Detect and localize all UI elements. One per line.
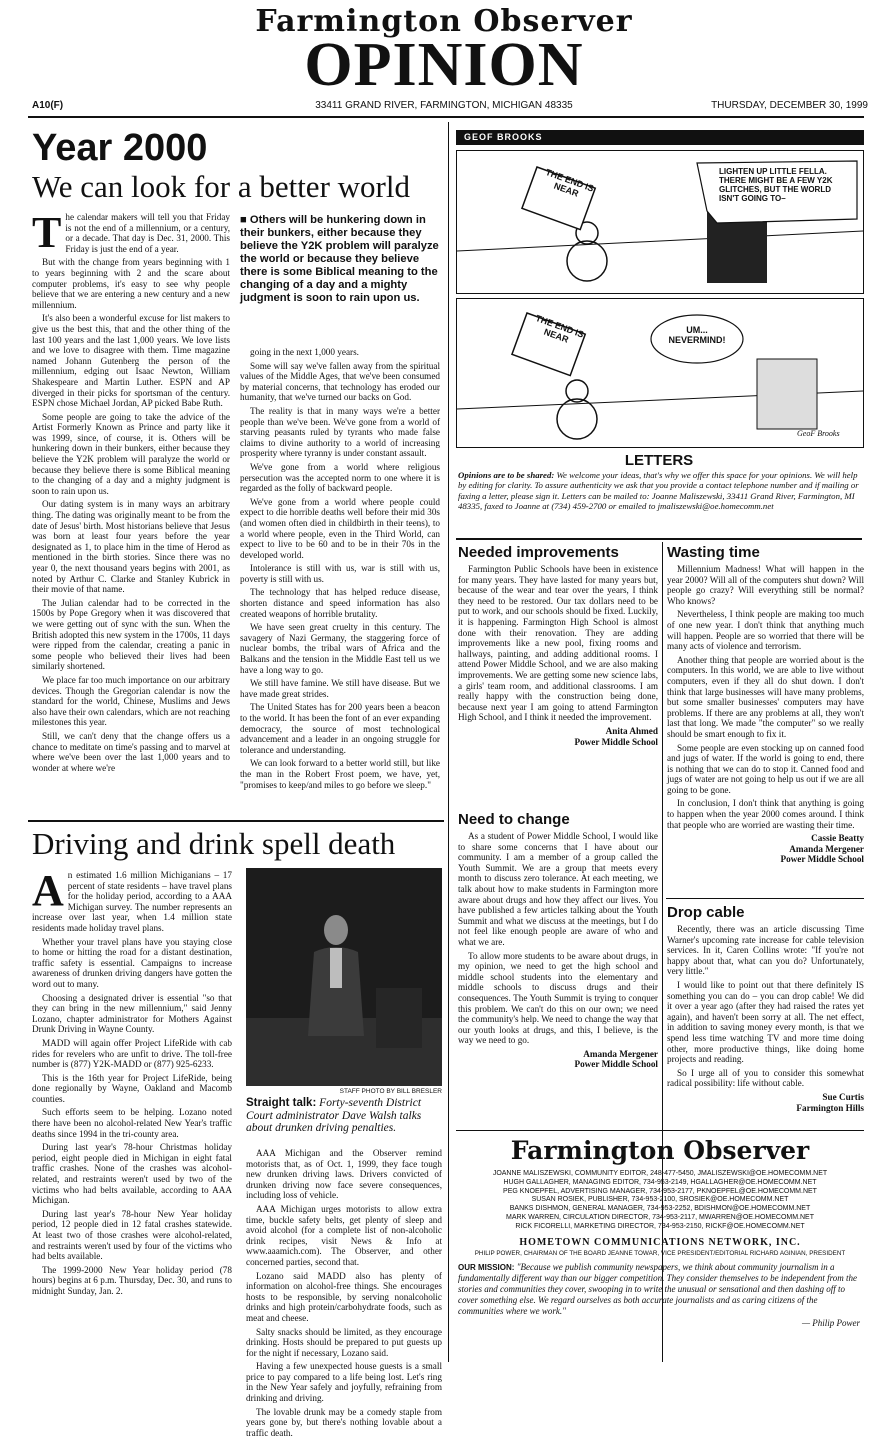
- paragraph: During last year's 78-hour New Year holiday period, 12 people died in 12 fatal crashes statewide. At least two of those crashes were alcohol-related, and restraints weren't used by four of the victims who had belts available.: [32, 1208, 232, 1262]
- letter-drop-body: [667, 924, 864, 1113]
- masthead-nameplate: Farmington Observer: [255, 4, 633, 39]
- pull-quote-bullet: ■: [240, 214, 250, 226]
- paragraph: We've gone from a world where religious persecution was the accepted norm to one where it is regarded as the folly of backward people.: [240, 461, 440, 494]
- address: 33411 GRAND RIVER, FARMINGTON, MICHIGAN 48335: [315, 100, 573, 111]
- paragraph: Intolerance is still with us, war is still with us, poverty is still with us.: [240, 563, 440, 584]
- paragraph: Some people are going to take the advice of the Artist Formerly Known as Prince and party like it was 1999, since, of course, it is. Others will be hunkering down in their bunkers, either because they believe the Y2K problem will paralyze the world or because they believe there is some Biblical meaning to the changing of a day and a mighty judgment is soon to rain upon us.: [32, 411, 230, 496]
- officers: PHILIP POWER, CHAIRMAN OF THE BOARD JEANNE TOWAR, VICE PRESIDENT/EDITORIAL RICHARD AGINIAN, PRESIDENT: [474, 1250, 846, 1257]
- paragraph: The 1999-2000 New Year holiday period (78 hours) begins at 6 p.m. Thursday, Dec. 30, and runs to midnight Sunday, Jan. 2.: [32, 1264, 232, 1296]
- paragraph: We've gone from a world where people could expect to die horrible deaths well before their mid 30s (and women often died in childbirth in their teens), to a world where people, even in the Third World, can expect to live to be 60 and to be in their 70s in the developed world.: [240, 496, 440, 560]
- photo-caption: [246, 1097, 442, 1135]
- mission-text: "Because we publish community newspapers, we think about community journalism in a fundamentally different way than our bigger competition. They consider themselves to be independent from the stories and communities they cover, swooping in to write the unusual or sensational and then dashing off to cover something else. We regard ourselves as both accurate journalists and as caring citizens of the communities where we work.": [458, 1262, 858, 1316]
- paragraph: So I urge all of you to consider this somewhat radical possibility: life without cable.: [667, 1067, 864, 1089]
- paragraph: Our dating system is in many ways an arbitrary thing. The dating was originally meant to be from the date of Jesus' birth. Most historians believe that Jesus was born at least four years before the year designated as 1, to place him in the time of Herod as mentioned in the birth stories. Since there was no year 0, the next thousand years begins with 2001, as noted by Arthur C. Clarke and Stanley Kubrick in their movie of that name.: [32, 499, 230, 595]
- letter-head-needed: Needed improvements: [458, 544, 619, 561]
- editorial-2-headline: Driving and drink spell death: [32, 826, 396, 861]
- letters-rule-2: [666, 898, 864, 899]
- paragraph: Millennium Madness! What will happen in the year 2000? Will all of the computers shut down? Will people go crazy? Will everything still be normal? Who knows?: [667, 564, 864, 606]
- column-divider: [448, 122, 449, 1362]
- paragraph: Whether your travel plans have you staying close to home or hitting the road for a distant destination, traffic safety is essential. Campaigns to increase awareness of drunken driving dangers have gotten the word out to many.: [32, 936, 232, 989]
- paragraph: going in the next 1,000 years.: [250, 347, 359, 357]
- speech-balloon-2: UM... NEVERMIND!: [668, 325, 726, 345]
- paragraph: Farmington Public Schools have been in existence for many years. They have lasted for many years but, because of the wear and tear over the years, I think they need to be restored. Our tax dollars need to be put to work, and our schools should be fixed. Luckily, it is happening. Farmington High School is almost done with their renovation. They are adding improvements like a new pool, fixing rooms and hallways, painting, and adding additional rooms. I attend Power Middle School, and we are also making improvements. We are getting some new science labs, a girls' team room, and additional classrooms. I am really happy with the construction being done, because next year I am going to attend Farmington High School, and I think it needed the improvement.: [458, 564, 658, 723]
- editorial-col-1: [32, 208, 230, 776]
- paragraph: he calendar makers will tell you that Friday is not the end of a millennium, or a century, or a decade. That day is Dec. 31, 2000. This Friday is just the end of a year.: [65, 212, 230, 254]
- letter-signature: Power Middle School: [574, 1059, 658, 1070]
- drop-cap: T: [32, 208, 62, 257]
- sign-text-2: THE END IS NEAR: [534, 312, 586, 345]
- letter-change-body: [458, 831, 658, 1070]
- editorial-2-col-1: [32, 866, 232, 1300]
- letters-intro-lead: Opinions are to be shared:: [458, 470, 555, 480]
- editorial-2-col-2: [246, 1148, 442, 1441]
- company-name: HOMETOWN COMMUNICATIONS NETWORK, INC.: [519, 1237, 801, 1248]
- paragraph: Choosing a designated driver is essential "so that they can bring in the new millennium," said Jenny Lozano, chapter administrator for Mothers Against Drunk Driving in Wayne County.: [32, 992, 232, 1035]
- paragraph: I would like to point out that there definitely IS something you can do – you can drop cable! We did it over a year ago (after they had raised the rates yet again), and haven't been sorry at all. The net effect, in addition to saving money every month, is that we spend less time watching TV and more time doing other, more productive things, like doing home projects and reading.: [667, 979, 864, 1065]
- paragraph: Salty snacks should be limited, as they encourage drinking. Hosts should be prepared to put guests up for the night if necessary, Lozano said.: [246, 1326, 442, 1358]
- paragraph: This is the 16th year for Project LifeRide, being done regionally by Wayne, Oakland and Macomb counties.: [32, 1072, 232, 1104]
- letter-signature: Amanda Mergener: [789, 843, 864, 854]
- paragraph: Still, we can't deny that the change offers us a chance to meditate on time's passing and to marvel at where we've been over the last 1,000 years and to wonder at where we're: [32, 730, 230, 773]
- paragraph: In conclusion, I don't think that anything is going to happen when the year 2000 comes around. I think that people who are worried are wasting their time.: [667, 798, 864, 830]
- section-title: OPINION: [304, 31, 584, 99]
- mission-signature: — Philip Power: [802, 1318, 860, 1328]
- cartoon-art-2: [457, 299, 863, 447]
- speech-balloon-1: LIGHTEN UP LITTLE FELLA. THERE MIGHT BE A FEW Y2K GLITCHES, BUT THE WORLD ISN'T GOING TO–: [719, 167, 833, 203]
- page-number: A10(F): [32, 100, 64, 111]
- paragraph: Such efforts seem to be helping. Lozano noted there have been no alcohol-related New Year's traffic deaths since 1994 in the tri-county area.: [32, 1107, 232, 1139]
- paragraph: We can look forward to a better world still, but like the man in the Robert Frost poem, we have, yet, "promises to keep/and miles to go before we sleep.": [240, 758, 440, 790]
- paragraph: Recently, there was an article discussing Time Warner's upcoming rate increase for cable television services. In it, Caren Collins wrote: "If you're not happy about that, what can you do? Unfortunately, very little.": [667, 924, 864, 977]
- mission-lead: OUR MISSION:: [458, 1263, 515, 1272]
- letter-signature: Cassie Beatty: [811, 833, 864, 844]
- letters-rule: [456, 538, 862, 540]
- paragraph: Lozano said MADD also has plenty of information on alcohol-free things. She encourages hosts to be responsible, by serving nonalcoholic drinks and high protein/carbohydrate foods, such as meat and cheese.: [246, 1270, 442, 1323]
- caption-text: Forty-seventh District Court administrator Dave Walsh talks about drunken driving penalties.: [246, 1097, 422, 1134]
- staffbox-rule: [456, 1130, 864, 1131]
- photo-credit: STAFF PHOTO BY BILL BRESLER: [339, 1088, 442, 1095]
- drop-cap-2: A: [32, 866, 64, 915]
- editorial-col-2: [240, 347, 440, 793]
- staff-line: HUGH GALLAGHER, MANAGING EDITOR, 734-953-2149, HGALLAGHER@OE.HOMECOMM.NET: [503, 1178, 817, 1186]
- paragraph: During last year's 78-hour Christmas holiday period, eight people died in Michigan in eight fatal traffic crashes. None of the crashes was alcohol-related, and restraints weren't used by two of the victims who had belts available, according to AAA Michigan.: [32, 1142, 232, 1206]
- paragraph: We place far too much importance on our arbitrary devices. Though the Gregorian calendar is now the standard for the world, Chinese, Muslims and Jews also have their own calendars, which are not reaching milestones this year.: [32, 674, 230, 728]
- letter-signature: Power Middle School: [780, 854, 864, 865]
- pull-quote-text: Others will be hunkering down in their bunkers, either because they believe the Y2K problem will paralyze the world or because they believe there is some Biblical meaning to the changing of a day and a mighty judgment is soon to rain upon us.: [240, 214, 439, 304]
- cartoonist-signature: GeoF Brooks: [797, 429, 840, 438]
- photo-dave-walsh: [246, 868, 442, 1086]
- editorial-kicker: Year 2000: [32, 127, 208, 169]
- letter-signature: Sue Curtis: [822, 1091, 864, 1102]
- paragraph: The United States has for 200 years been a beacon to the world. It has been the font of an ever expanding democracy, the source of most technological advancement and a leader in an ongoing struggle for tolerance and understanding.: [240, 702, 440, 755]
- paragraph: It's also been a wonderful excuse for list makers to give us the best this, that and the other thing of the last 100 years and the last 1,000 years. We love lists and we love to disagree with them. Time magazine named Johann Gutenberg the person of the millennium, edging out Isaac Newton, William Shakespeare and Martin Luther. ESPN and AP diverged in their picks for sportsman of the century. ESPN chose Michael Jordan, AP picked Babe Ruth.: [32, 313, 230, 409]
- paragraph: We have seen great cruelty in this century. The savagery of Nazi Germany, the staggering force of nuclear bombs, the tribal wars of Africa and the Balkans and the tension in the Middle East tell us we have a long way to go.: [240, 622, 440, 675]
- staff-list: [456, 1170, 864, 1232]
- cartoon-panel-1: [456, 150, 864, 294]
- letter-wasting-body: [667, 564, 864, 865]
- paragraph: The reality is that in many ways we're a better people than we've been. We've gone from a world of starving peasants ruled by tyrants who made false claims to divine authority to a world of increasing prosperity where tyranny is under constant assault.: [240, 405, 440, 459]
- cartoon-panel-2: [456, 298, 864, 448]
- pull-quote: [240, 214, 440, 305]
- letter-head-wasting: Wasting time: [667, 544, 760, 561]
- staff-line: PEG KNOEPFEL, ADVERTISING MANAGER, 734-953-2177, PKNOEPFEL@OE.HOMECOMM.NET: [503, 1187, 817, 1195]
- paragraph: n estimated 1.6 million Michiganians – 17 percent of state residents – have travel plans for the holiday period, according to a AAA Michigan survey. The number represents an increase over last year, when 1.4 million state residents made holiday travel plans.: [32, 870, 232, 933]
- paragraph: We still have famine. We still have disease. But we have made great strides.: [240, 678, 440, 699]
- date: THURSDAY, DECEMBER 30, 1999: [711, 100, 868, 111]
- paragraph: The Julian calendar had to be corrected in the 1500s by Pope Gregory when it was discovered that we were getting out of sync with the sun. When the British adopted this new system in the 1700s, 11 days were ripped from the calendar, creating a panic in some people who believed their lives had been similarly shortened.: [32, 597, 230, 672]
- letter-signature: Anita Ahmed: [605, 725, 658, 736]
- staff-line: BANKS DISHMON, GENERAL MANAGER, 734-953-2252, BDISHMON@OE.HOMECOMM.NET: [509, 1205, 811, 1213]
- letter-head-drop: Drop cable: [667, 904, 745, 921]
- staffbox-nameplate: Farmington Observer: [510, 1136, 810, 1165]
- letters-intro-text: We welcome your ideas, that's why we offer this space for your opinions. We will help by editing for clarity. To assure authenticity we ask that you provide a contact telephone number and if mailing or faxing a letter, please sign it. Letters can be mailed to: Joanne Maliszewski, 33411 Grand River, Farmington, MI 48335, faxed to Joanne at (734) 459-2700 or emailed to jmaliszewski@oe.homecomm.net: [458, 470, 859, 512]
- letters-title: LETTERS: [624, 452, 694, 469]
- section-rule: [28, 820, 444, 822]
- mission-statement: [458, 1262, 860, 1317]
- letter-needed-body: [458, 564, 658, 747]
- cartoon-byline: GEOF BROOKS: [464, 132, 543, 142]
- letter-signature: Power Middle School: [574, 736, 658, 747]
- photo-image: [246, 868, 442, 1086]
- staff-line: MARK WARREN, CIRCULATION DIRECTOR, 734-953-2117, MWARREN@OE.HOMECOMM.NET: [505, 1213, 815, 1221]
- letter-signature: Amanda Mergener: [583, 1048, 658, 1059]
- top-rule: [28, 116, 864, 118]
- paragraph: AAA Michigan and the Observer remind motorists that, as of Oct. 1, 1999, they face tough new drunken driving laws. Drivers convicted of drunken driving now face severe consequences, including loss of vehicle.: [246, 1148, 442, 1201]
- paragraph: Some will say we've fallen away from the spiritual values of the Middle Ages, that we've been consumed by material concerns, that technology has eroded our humanity, that we've turned our backs on God.: [240, 360, 440, 403]
- paragraph: The technology that has helped reduce disease, shorten distance and speed information has also created weapons of horrible brutality.: [240, 587, 440, 619]
- paragraph: The lovable drunk may be a comedy staple from years gone by, but there's nothing lovable about a traffic death.: [246, 1406, 442, 1438]
- paragraph: Having a few unexpected house guests is a small price to pay compared to a life being lost. Let's ring in the New Year safely and joyfully, refraining from drinking and driving.: [246, 1361, 442, 1404]
- paragraph: But with the change from years beginning with 1 to years beginning with 2 and the scare about computer problems, it's easy to see why people believe that we are entering a new century and a new millennium.: [32, 257, 230, 310]
- paragraph: MADD will again offer Project LifeRide with cab rides for revelers who are unfit to drive. The toll-free number is (877) Y2K-MADD or (877) 925-6233.: [32, 1037, 232, 1070]
- letter-signature: Farmington Hills: [796, 1102, 864, 1113]
- sign-text-1: THE END IS NEAR: [544, 166, 596, 199]
- paragraph: AAA Michigan urges motorists to allow extra time, buckle safety belts, get plenty of sleep and avoid alcohol (for a complete list of non-alcoholic drink recipes, visit News & Info at www.aaamich.com). The Observer, and other concerned parties, second that.: [246, 1203, 442, 1267]
- paragraph: Nevertheless, I think people are making too much of one new year. I don't think that anything much will happen. People are so worried that there will be many acts of violence and terrorism.: [667, 609, 864, 652]
- staff-line: JOANNE MALISZEWSKI, COMMUNITY EDITOR, 248-477-5450, JMALISZEWSKI@OE.HOMECOMM.NET: [492, 1170, 828, 1177]
- letters-intro: [458, 470, 862, 512]
- editorial-headline: We can look for a better world: [32, 169, 410, 204]
- caption-lead: Straight talk:: [246, 1097, 317, 1109]
- staff-line: RICK FICORELLI, MARKETING DIRECTOR, 734-953-2150, RICKF@OE.HOMECOMM.NET: [515, 1222, 805, 1230]
- paragraph: Another thing that people are worried about is the computers. In this world, we are able to live without computers, even if they all do shut down. I don't think that large businesses will have many problems, but some smaller businesses' computers may have problems. If there are any problems at all, they won't last that long. We made "the computer" so we really should be smart enough to fix it.: [667, 654, 864, 739]
- letter-head-change: Need to change: [458, 811, 570, 828]
- paragraph: As a student of Power Middle School, I would like to share some concerns that I have about our community. I am a member of a group called the Youth Summit. We are a group that meets every month to discuss zero tolerance. At each meeting, we talk about how to make students in Farmington more aware about drugs and how they affect our lives. You have published a few articles talking about the Youth Summit and what we discuss at the meetings, but I do not feel like enough people are aware of who and what we are.: [458, 831, 658, 947]
- staff-line: SUSAN ROSIEK, PUBLISHER, 734-953-2100, SROSIEK@OE.HOMECOMM.NET: [531, 1196, 789, 1204]
- paragraph: To allow more students to be aware about drugs, in my opinion, we need to get the high school and middle school students into the elementary and middle schools to discuss drugs and their consequences. The Youth Summit is trying to conquer this problem. We can't do this on our own; we need the community's help. We need to change the way that our youth looks at drugs, and this, I believe, is the way we need to go.: [458, 950, 658, 1046]
- paragraph: Some people are even stocking up on canned food and jugs of water. If the world is going to end, there is nothing that we can do to stop it. Canned food and jugs of water are not going to help us out if we are all going to be gone.: [667, 742, 864, 795]
